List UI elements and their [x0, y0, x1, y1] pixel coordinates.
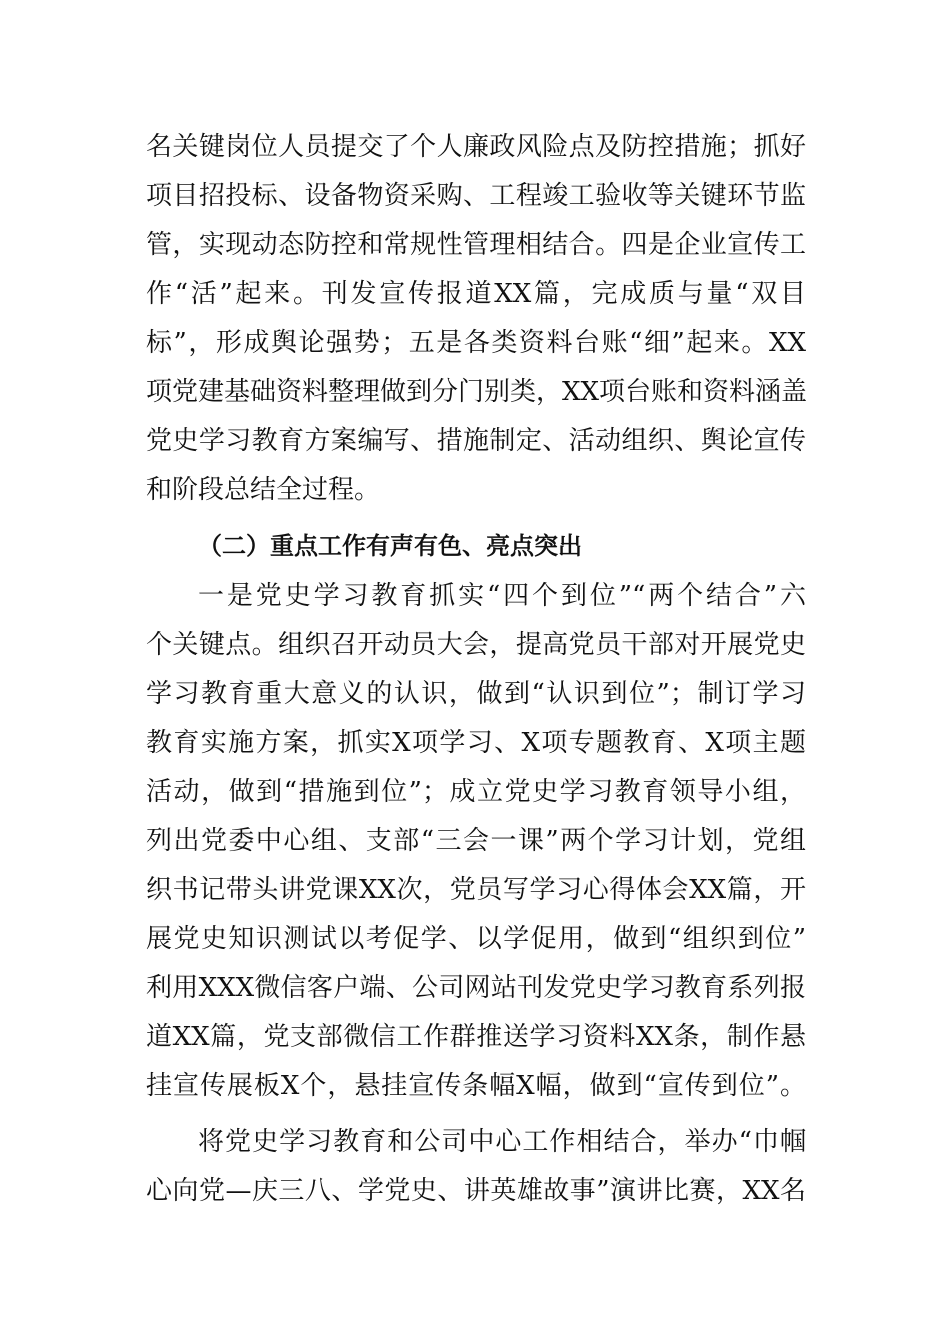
paragraph-line: 挂宣传展板X个，悬挂宣传条幅X幅，做到“宣传到位”。	[146, 1071, 806, 1101]
paragraph-line: 道XX篇，党支部微信工作群推送学习资料XX条，制作悬	[146, 1022, 806, 1052]
paragraph-line: 一是党史学习教育抓实“四个到位”“两个结合”六	[198, 581, 806, 611]
paragraph-line: 项目招投标、设备物资采购、工程竣工验收等关键环节监	[146, 181, 806, 211]
paragraph-line: 列出党委中心组、支部“三会一课”两个学习计划，党组	[146, 826, 806, 856]
paragraph-line: 教育实施方案，抓实X项学习、X项专题教育、X项主题	[146, 728, 806, 758]
paragraph-line: 织书记带头讲党课XX次，党员写学习心得体会XX篇，开	[146, 875, 806, 905]
paragraph-line: 心向党—庆三八、学党史、讲英雄故事”演讲比赛，XX名	[146, 1176, 806, 1206]
paragraph-line: 标”，形成舆论强势；五是各类资料台账“细”起来。XX	[146, 328, 806, 358]
paragraph-line: 和阶段总结全过程。	[146, 475, 381, 505]
section-heading: （二）重点工作有声有色、亮点突出	[198, 532, 582, 560]
paragraph-line: 项党建基础资料整理做到分门别类，XX项台账和资料涵盖	[146, 377, 808, 407]
paragraph-line: 活动，做到“措施到位”；成立党史学习教育领导小组，	[146, 777, 806, 807]
paragraph-line: 作“活”起来。刊发宣传报道XX篇，完成质与量“双目	[146, 279, 806, 309]
paragraph-line: 学习教育重大意义的认识，做到“认识到位”；制订学习	[146, 679, 806, 709]
paragraph-line: 党史学习教育方案编写、措施制定、活动组织、舆论宣传	[146, 426, 806, 456]
paragraph-line: 将党史学习教育和公司中心工作相结合，举办“巾帼	[198, 1127, 806, 1157]
paragraph-line: 名关键岗位人员提交了个人廉政风险点及防控措施；抓好	[146, 132, 806, 162]
paragraph-line: 利用XXX微信客户端、公司网站刊发党史学习教育系列报	[146, 973, 806, 1003]
paragraph-line: 展党史知识测试以考促学、以学促用，做到“组织到位”	[146, 924, 806, 954]
paragraph-line: 管，实现动态防控和常规性管理相结合。四是企业宣传工	[146, 230, 806, 260]
paragraph-line: 个关键点。组织召开动员大会，提高党员干部对开展党史	[146, 630, 806, 660]
